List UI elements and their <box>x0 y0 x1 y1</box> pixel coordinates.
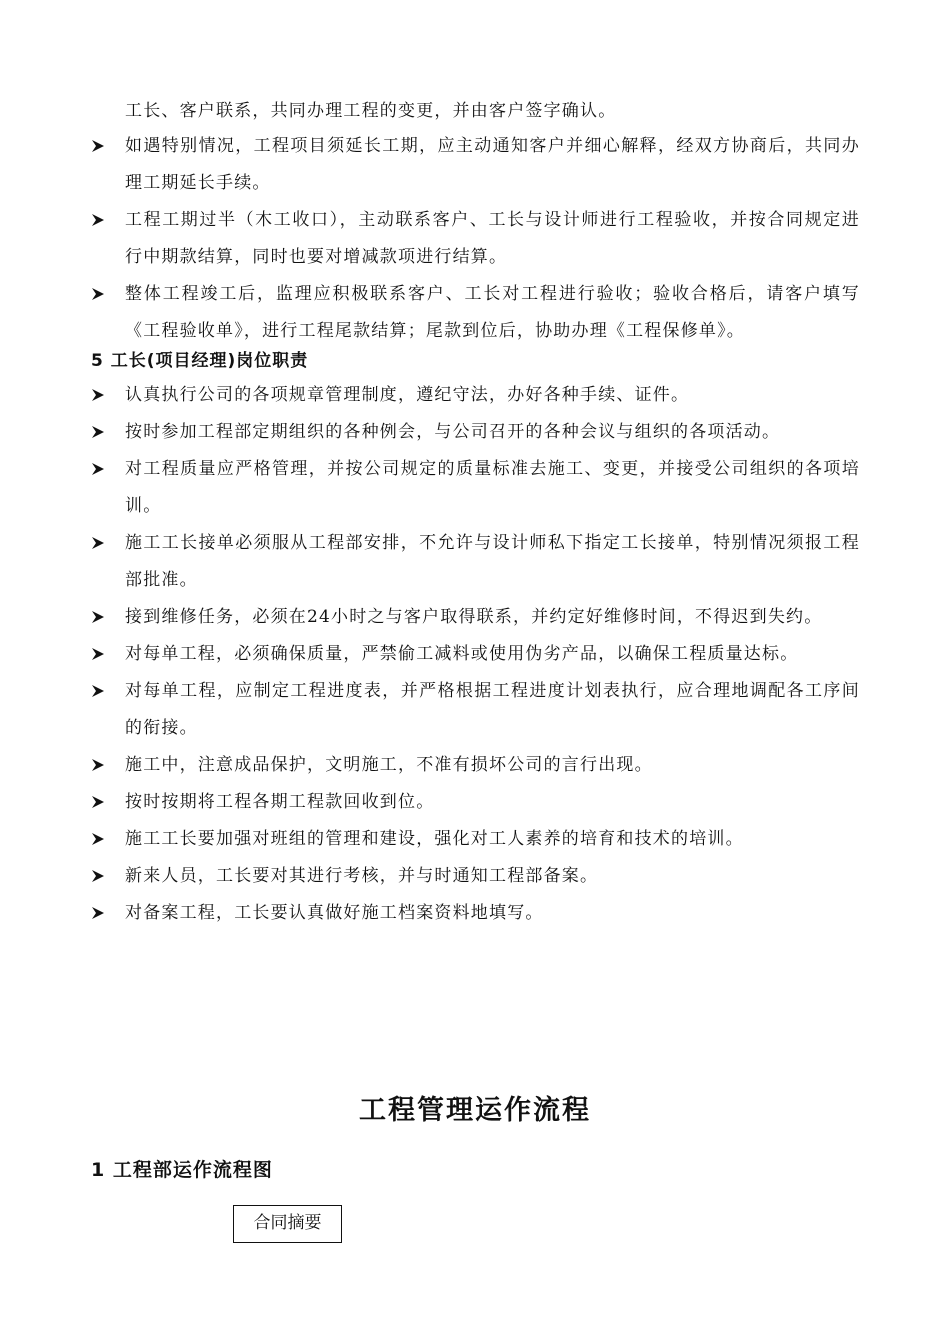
list-item <box>0 128 860 202</box>
arrow-bullet-icon <box>91 276 107 313</box>
arrow-bullet-icon <box>91 858 107 895</box>
list-item-text: 对工程质量应严格管理，并按公司规定的质量标准去施工、变更，并接受公司组织的各项培训。 <box>125 459 860 516</box>
list-item-text: 施工工长要加强对班组的管理和建设，强化对工人素养的培育和技术的培训。 <box>125 829 744 849</box>
flowchart-heading: 1 工程部运作流程图 <box>91 1159 273 1181</box>
continuation-line: 工长、客户联系，共同办理工程的变更，并由客户签字确认。 <box>125 101 617 121</box>
list-item-text: 对备案工程，工长要认真做好施工档案资料地填写。 <box>125 903 544 923</box>
list-item-text: 对每单工程，必须确保质量，严禁偷工减料或使用伪劣产品，以确保工程质量达标。 <box>125 644 799 664</box>
list-item <box>0 414 860 451</box>
arrow-bullet-icon <box>91 673 107 710</box>
arrow-bullet-icon <box>91 451 107 488</box>
list-item-text: 接到维修任务，必须在24小时之与客户取得联系，并约定好维修时间，不得迟到失约。 <box>125 607 823 627</box>
arrow-bullet-icon <box>91 747 107 784</box>
list-item-text: 新来人员，工长要对其进行考核，并与时通知工程部备案。 <box>125 866 599 886</box>
document-title: 工程管理运作流程 <box>359 1095 591 1126</box>
list-item <box>0 821 860 858</box>
list-item <box>0 858 860 895</box>
list-item-text: 认真执行公司的各项规章管理制度，遵纪守法，办好各种手续、证件。 <box>125 385 690 405</box>
list-item <box>0 747 860 784</box>
list-item <box>0 673 860 747</box>
arrow-bullet-icon <box>91 414 107 451</box>
list-item-text: 按时参加工程部定期组织的各种例会，与公司召开的各种会议与组织的各项活动。 <box>125 422 781 442</box>
list-item <box>0 784 860 821</box>
flowchart-box-contract-summary: 合同摘要 <box>233 1205 342 1243</box>
arrow-bullet-icon <box>91 599 107 636</box>
list-item-text: 如遇特别情况，工程项目须延长工期，应主动通知客户并细心解释，经双方协商后，共同办理工期延长手续。 <box>125 136 860 193</box>
list-item-text: 施工中，注意成品保护，文明施工，不准有损坏公司的言行出现。 <box>125 755 653 775</box>
list-item-text: 对每单工程，应制定工程进度表，并严格根据工程进度计划表执行，应合理地调配各工序间的衔接。 <box>125 681 860 738</box>
arrow-bullet-icon <box>91 821 107 858</box>
arrow-bullet-icon <box>91 128 107 165</box>
list-item-text: 整体工程竣工后，监理应积极联系客户、工长对工程进行验收；验收合格后，请客户填写《工程验收单》，进行工程尾款结算；尾款到位后，协助办理《工程保修单》。 <box>125 284 860 341</box>
arrow-bullet-icon <box>91 525 107 562</box>
list-item <box>0 636 860 673</box>
list-item-text: 工程工期过半（木工收口），主动联系客户、工长与设计师进行工程验收，并按合同规定进行中期款结算，同时也要对增减款项进行结算。 <box>125 210 860 267</box>
section-heading-foreman-duties: 5 工长(项目经理)岗位职责 <box>91 351 309 371</box>
bullet-list-supervisor <box>0 128 950 350</box>
list-item <box>0 599 860 636</box>
list-item <box>0 895 860 932</box>
bullet-list-foreman <box>0 377 950 932</box>
list-item <box>0 451 860 525</box>
arrow-bullet-icon <box>91 784 107 821</box>
list-item-text: 按时按期将工程各期工程款回收到位。 <box>125 792 435 812</box>
list-item <box>0 276 860 350</box>
arrow-bullet-icon <box>91 377 107 414</box>
list-item <box>0 202 860 276</box>
list-item <box>0 377 860 414</box>
list-item <box>0 525 860 599</box>
arrow-bullet-icon <box>91 895 107 932</box>
list-item-text: 施工工长接单必须服从工程部安排，不允许与设计师私下指定工长接单，特别情况须报工程部批准。 <box>125 533 860 590</box>
arrow-bullet-icon <box>91 202 107 239</box>
arrow-bullet-icon <box>91 636 107 673</box>
